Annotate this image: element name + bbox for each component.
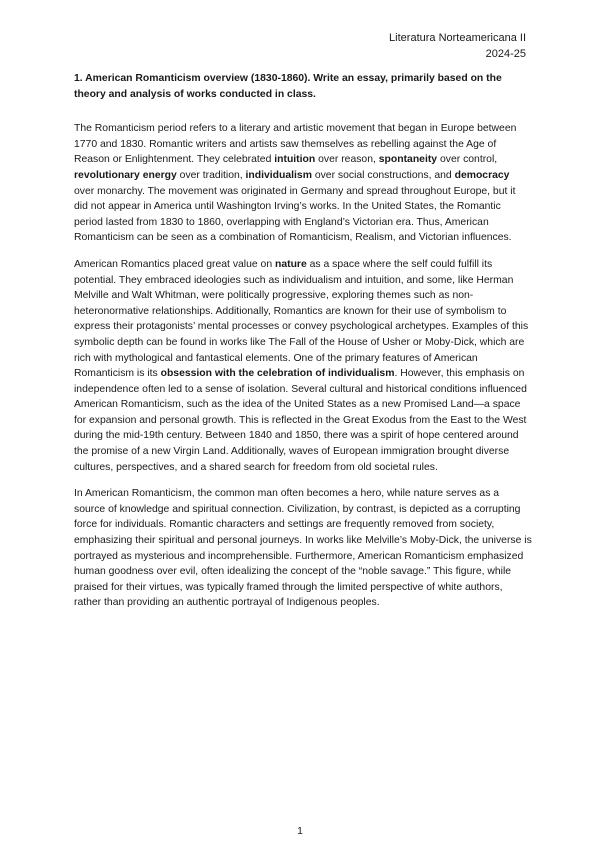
essay-body (74, 71, 532, 622)
text-run: over reason, (315, 154, 379, 166)
text-run: . However, this emphasis on independence often led to a sense of isolation. Several cultural and historical conditions influenced American Romanticism, such as the idea of the United States as a new Promised Land—a space for expansion and personal growth. This is reflected in the Great Exodus from the East to the West during the mid-19th century. Between 1840 and 1850, there was a spirit of hope centered around the promise of a new Virgin Land. Additionally, waves of European immigration brought diverse cultures, perspectives, and a shared search for freedom from old societal rules. (74, 368, 527, 473)
keyword-intuition: intuition (274, 154, 316, 166)
keyword-individualism: individualism (245, 169, 312, 181)
paragraph-1 (74, 121, 532, 246)
text-run: In American Romanticism, the common man often becomes a hero, while nature serves as a source of knowledge and spiritual connection. Civilization, by contrast, is depicted as a corrupting force for individuals. Romantic characters and settings are frequently removed from society, emphasizing their spiritual and personal journeys. In works like Melville’s Moby-Dick, the universe is portrayed as mysterious and incomprehensible. Furthermore, American Romanticism emphasized human goodness over evil, often idealizing the concept of the “noble savage.” This figure, while praised for their virtues, was typically framed through the limited perspective of white authors, rather than providing an authentic portrayal of Indigenous peoples. (74, 488, 532, 609)
text-run: over social constructions, and (311, 169, 455, 181)
keyword-democracy: democracy (454, 169, 510, 181)
keyword-nature: nature (275, 258, 307, 270)
keyword-revolutionary-energy: revolutionary energy (74, 169, 177, 181)
paragraph-3 (74, 486, 532, 611)
essay-question: 1. American Romanticism overview (1830-1860). Write an essay, primarily based on the theory and analysis of works conducted in class. (74, 73, 502, 100)
text-run: over monarchy. The movement was originated in Germany and spread throughout Europe, but it did not appear in America until Washington Irving’s works. In the United States, the Romantic period lasted from 1830 to 1860, overlapping with England’s Victorian era. Thus, American Romanticism can be seen as a combination of Romanticism, Realism, and Victorian influences. (74, 185, 516, 244)
page-header (389, 30, 526, 62)
keyword-spontaneity: spontaneity (378, 154, 438, 166)
text-run: over control, (437, 154, 498, 166)
keyword-obsession-individualism: obsession with the celebration of individualism (160, 368, 395, 380)
text-run: as a space where the self could fulfill its potential. They embraced ideologies such as individualism and intuition, and some, like Herman Melville and Walt Whitman, were politically progressive, exploring themes such as non-heteronormative relationships. Additionally, Romantics are known for their use of symbolism to express their protagonists’ mental processes or convey psychological archetypes. Examples of this symbolic depth can be found in works like The Fall of the House of Usher or Moby-Dick, which are rich with mythological and fantastical elements. One of the primary features of American Romanticism is its (74, 258, 529, 380)
academic-year: 2024-25 (485, 48, 526, 60)
paragraph-2 (74, 257, 532, 475)
text-run: over tradition, (176, 169, 246, 181)
text-run: American Romantics placed great value on (74, 258, 275, 270)
page-number: 1 (297, 826, 303, 837)
course-name: Literatura Norteamericana II (389, 32, 526, 44)
text-run: The Romanticism period refers to a literary and artistic movement that began in Europe between 1770 and 1830. Romantic writers and artists saw themselves as rebelling against the Age of Reason or Enlightenment. They celebrated (74, 123, 517, 166)
